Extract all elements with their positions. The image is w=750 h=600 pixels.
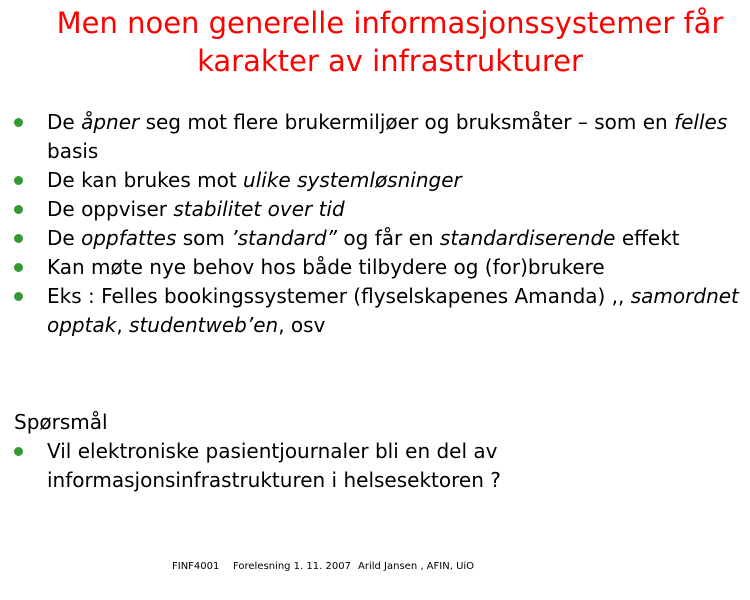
bullet-text: basis xyxy=(47,139,99,163)
bullet-text: effekt xyxy=(615,226,680,250)
emphasized-text: stabilitet over tid xyxy=(173,197,345,221)
bullet-text: , xyxy=(116,313,130,337)
bullet-text: De kan brukes mot xyxy=(47,168,244,192)
bullet-dot-icon xyxy=(14,263,23,272)
emphasized-text: åpner xyxy=(81,110,140,134)
bullet-dot-icon xyxy=(14,292,23,301)
emphasized-text: felles xyxy=(674,110,728,134)
question-item xyxy=(14,437,734,495)
bullet-item xyxy=(14,166,744,195)
bullet-dot-icon xyxy=(14,118,23,127)
bullet-dot-icon xyxy=(14,176,23,185)
footer-author: Arild Jansen , AFIN, UiO xyxy=(358,561,475,572)
emphasized-text: studentweb’en xyxy=(129,313,279,337)
bullet-dot-icon xyxy=(14,205,23,214)
bullet-dot-icon xyxy=(14,447,23,456)
emphasized-text: ’standard” xyxy=(231,226,338,250)
bullet-text: Kan møte nye behov hos både tilbydere og (for)brukere xyxy=(47,255,605,279)
title-line-1: Men noen generelle informasjonssystemer får xyxy=(56,6,724,40)
bullet-text: Eks : Felles bookingssystemer (flyselskapenes Amanda) ,, xyxy=(47,284,631,308)
emphasized-text: oppfattes xyxy=(81,226,177,250)
bullet-item xyxy=(14,253,744,282)
bullet-item xyxy=(14,224,744,253)
bullet-text: og får en xyxy=(337,226,440,250)
bullet-text: seg mot flere brukermiljøer og bruksmåter – som en xyxy=(139,110,675,134)
bullet-text: , osv xyxy=(278,313,326,337)
bullet-item xyxy=(14,108,744,166)
emphasized-text: standardiserende xyxy=(439,226,616,250)
slide-title xyxy=(20,4,750,80)
footer-course-code: FINF4001 xyxy=(172,561,220,572)
bullet-item xyxy=(14,195,744,224)
question-text: Vil elektroniske pasientjournaler bli en del av informasjonsinfrastrukturen i helsesektoren ? xyxy=(47,439,501,492)
bullet-item xyxy=(14,282,744,340)
title-line-2: karakter av infrastrukturer xyxy=(197,44,583,78)
emphasized-text: samordnet opptak xyxy=(47,284,739,337)
bullet-text: De xyxy=(47,226,82,250)
emphasized-text: ulike systemløsninger xyxy=(243,168,462,192)
bullet-text: De xyxy=(47,110,82,134)
bullet-text: som xyxy=(176,226,232,250)
bullet-dot-icon xyxy=(14,234,23,243)
bullet-list xyxy=(14,108,744,340)
question-list xyxy=(14,437,734,495)
question-section xyxy=(14,408,734,495)
bullet-text: De oppviser xyxy=(47,197,174,221)
footer-lecture: Forelesning 1. 11. 2007 xyxy=(233,561,351,572)
question-heading: Spørsmål xyxy=(14,410,108,434)
